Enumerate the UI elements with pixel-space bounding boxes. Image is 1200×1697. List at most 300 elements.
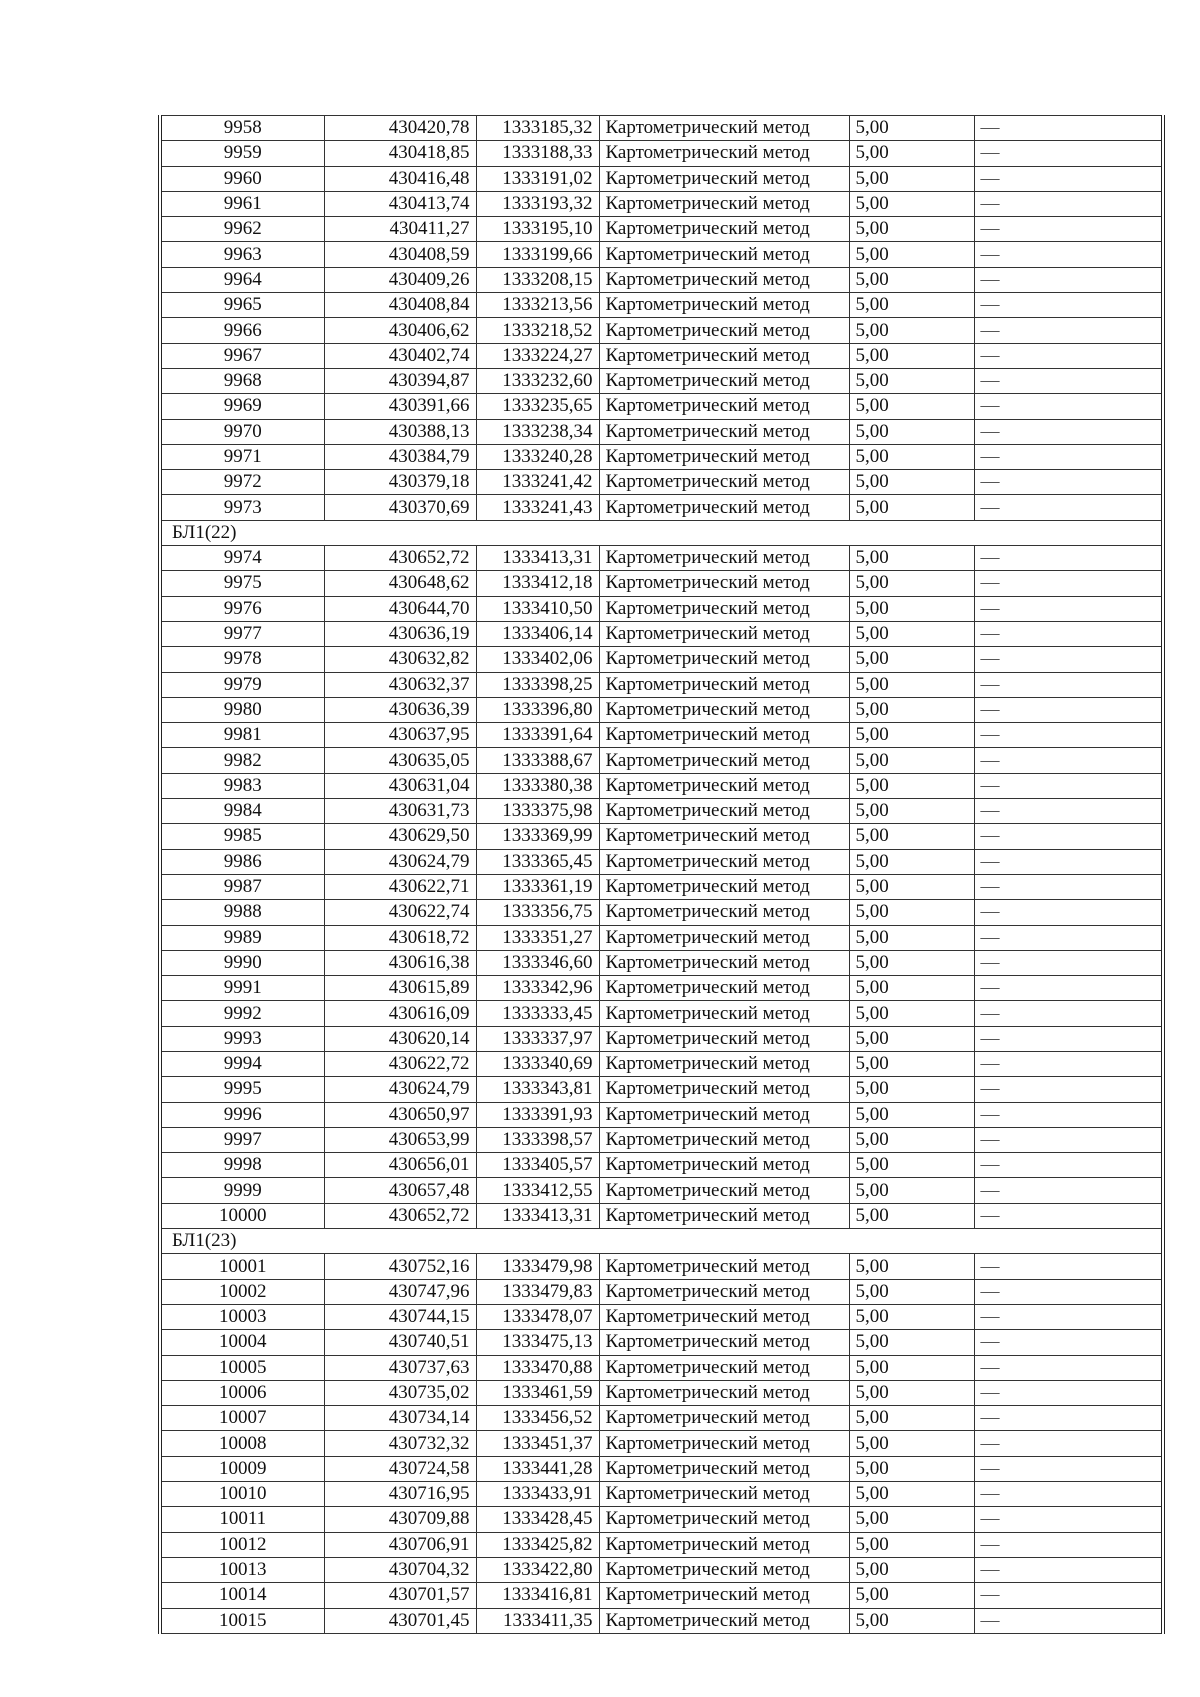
method-cell: Картометрический метод <box>599 976 849 1001</box>
accuracy-cell: 5,00 <box>849 900 974 925</box>
accuracy-cell: 5,00 <box>849 672 974 697</box>
note-cell: — <box>974 976 1163 1001</box>
point-number-cell: 9983 <box>160 773 324 798</box>
note-cell: — <box>974 672 1163 697</box>
point-number-cell: 9962 <box>160 217 324 242</box>
y-coordinate-cell: 1333451,37 <box>476 1431 599 1456</box>
point-number-cell: 9985 <box>160 824 324 849</box>
note-cell: — <box>974 1102 1163 1127</box>
accuracy-cell: 5,00 <box>849 976 974 1001</box>
accuracy-cell: 5,00 <box>849 1482 974 1507</box>
accuracy-cell: 5,00 <box>849 1026 974 1051</box>
table-row <box>160 166 1163 191</box>
y-coordinate-cell: 1333361,19 <box>476 874 599 899</box>
table-row <box>160 1507 1163 1532</box>
x-coordinate-cell: 430701,57 <box>324 1583 476 1608</box>
point-number-cell: 9980 <box>160 697 324 722</box>
method-cell: Картометрический метод <box>599 1102 849 1127</box>
point-number-cell: 10001 <box>160 1254 324 1279</box>
y-coordinate-cell: 1333470,88 <box>476 1355 599 1380</box>
x-coordinate-cell: 430709,88 <box>324 1507 476 1532</box>
table-row <box>160 925 1163 950</box>
point-number-cell: 9982 <box>160 748 324 773</box>
point-number-cell: 9981 <box>160 723 324 748</box>
table-row <box>160 571 1163 596</box>
accuracy-cell: 5,00 <box>849 1507 974 1532</box>
note-cell: — <box>974 1304 1163 1329</box>
y-coordinate-cell: 1333375,98 <box>476 799 599 824</box>
x-coordinate-cell: 430648,62 <box>324 571 476 596</box>
x-coordinate-cell: 430734,14 <box>324 1406 476 1431</box>
accuracy-cell: 5,00 <box>849 1456 974 1481</box>
y-coordinate-cell: 1333416,81 <box>476 1583 599 1608</box>
note-cell: — <box>974 1456 1163 1481</box>
y-coordinate-cell: 1333433,91 <box>476 1482 599 1507</box>
note-cell: — <box>974 874 1163 899</box>
point-number-cell: 9959 <box>160 141 324 166</box>
section-header-row <box>160 1229 1163 1254</box>
point-number-cell: 9990 <box>160 950 324 975</box>
y-coordinate-cell: 1333406,14 <box>476 621 599 646</box>
accuracy-cell: 5,00 <box>849 1102 974 1127</box>
accuracy-cell: 5,00 <box>849 267 974 292</box>
y-coordinate-cell: 1333213,56 <box>476 293 599 318</box>
accuracy-cell: 5,00 <box>849 697 974 722</box>
table-row <box>160 1203 1163 1228</box>
table-row <box>160 546 1163 571</box>
accuracy-cell: 5,00 <box>849 1127 974 1152</box>
y-coordinate-cell: 1333380,38 <box>476 773 599 798</box>
table-row <box>160 191 1163 216</box>
note-cell: — <box>974 1127 1163 1152</box>
note-cell: — <box>974 546 1163 571</box>
note-cell: — <box>974 1406 1163 1431</box>
x-coordinate-cell: 430622,74 <box>324 900 476 925</box>
method-cell: Картометрический метод <box>599 217 849 242</box>
y-coordinate-cell: 1333478,07 <box>476 1304 599 1329</box>
accuracy-cell: 5,00 <box>849 950 974 975</box>
point-number-cell: 9993 <box>160 1026 324 1051</box>
method-cell: Картометрический метод <box>599 748 849 773</box>
accuracy-cell: 5,00 <box>849 368 974 393</box>
method-cell: Картометрический метод <box>599 925 849 950</box>
note-cell: — <box>974 1507 1163 1532</box>
point-number-cell: 9994 <box>160 1051 324 1076</box>
point-number-cell: 9977 <box>160 621 324 646</box>
accuracy-cell: 5,00 <box>849 444 974 469</box>
y-coordinate-cell: 1333342,96 <box>476 976 599 1001</box>
method-cell: Картометрический метод <box>599 267 849 292</box>
table-row <box>160 368 1163 393</box>
method-cell: Картометрический метод <box>599 166 849 191</box>
accuracy-cell: 5,00 <box>849 773 974 798</box>
x-coordinate-cell: 430656,01 <box>324 1153 476 1178</box>
x-coordinate-cell: 430418,85 <box>324 141 476 166</box>
table-row <box>160 217 1163 242</box>
note-cell: — <box>974 621 1163 646</box>
note-cell: — <box>974 368 1163 393</box>
method-cell: Картометрический метод <box>599 723 849 748</box>
y-coordinate-cell: 1333188,33 <box>476 141 599 166</box>
x-coordinate-cell: 430615,89 <box>324 976 476 1001</box>
accuracy-cell: 5,00 <box>849 1203 974 1228</box>
point-number-cell: 9986 <box>160 849 324 874</box>
y-coordinate-cell: 1333240,28 <box>476 444 599 469</box>
x-coordinate-cell: 430752,16 <box>324 1254 476 1279</box>
y-coordinate-cell: 1333193,32 <box>476 191 599 216</box>
y-coordinate-cell: 1333369,99 <box>476 824 599 849</box>
point-number-cell: 9976 <box>160 596 324 621</box>
point-number-cell: 9984 <box>160 799 324 824</box>
method-cell: Картометрический метод <box>599 596 849 621</box>
method-cell: Картометрический метод <box>599 1557 849 1582</box>
point-number-cell: 9999 <box>160 1178 324 1203</box>
x-coordinate-cell: 430388,13 <box>324 419 476 444</box>
note-cell: — <box>974 470 1163 495</box>
point-number-cell: 9989 <box>160 925 324 950</box>
accuracy-cell: 5,00 <box>849 1051 974 1076</box>
method-cell: Картометрический метод <box>599 1178 849 1203</box>
note-cell: — <box>974 950 1163 975</box>
x-coordinate-cell: 430394,87 <box>324 368 476 393</box>
y-coordinate-cell: 1333241,42 <box>476 470 599 495</box>
x-coordinate-cell: 430408,84 <box>324 293 476 318</box>
y-coordinate-cell: 1333412,18 <box>476 571 599 596</box>
x-coordinate-cell: 430704,32 <box>324 1557 476 1582</box>
accuracy-cell: 5,00 <box>849 1304 974 1329</box>
y-coordinate-cell: 1333340,69 <box>476 1051 599 1076</box>
method-cell: Картометрический метод <box>599 116 849 141</box>
x-coordinate-cell: 430379,18 <box>324 470 476 495</box>
table-row <box>160 773 1163 798</box>
y-coordinate-cell: 1333405,57 <box>476 1153 599 1178</box>
point-number-cell: 9978 <box>160 647 324 672</box>
accuracy-cell: 5,00 <box>849 318 974 343</box>
y-coordinate-cell: 1333241,43 <box>476 495 599 520</box>
note-cell: — <box>974 1279 1163 1304</box>
method-cell: Картометрический метод <box>599 1051 849 1076</box>
y-coordinate-cell: 1333365,45 <box>476 849 599 874</box>
method-cell: Картометрический метод <box>599 900 849 925</box>
note-cell: — <box>974 267 1163 292</box>
note-cell: — <box>974 925 1163 950</box>
note-cell: — <box>974 799 1163 824</box>
table-row <box>160 1051 1163 1076</box>
method-cell: Картометрический метод <box>599 470 849 495</box>
method-cell: Картометрический метод <box>599 1001 849 1026</box>
accuracy-cell: 5,00 <box>849 925 974 950</box>
method-cell: Картометрический метод <box>599 546 849 571</box>
table-row <box>160 495 1163 520</box>
note-cell: — <box>974 116 1163 141</box>
point-number-cell: 9998 <box>160 1153 324 1178</box>
point-number-cell: 9963 <box>160 242 324 267</box>
note-cell: — <box>974 141 1163 166</box>
note-cell: — <box>974 1380 1163 1405</box>
method-cell: Картометрический метод <box>599 1431 849 1456</box>
table-row <box>160 748 1163 773</box>
x-coordinate-cell: 430616,09 <box>324 1001 476 1026</box>
section-title: БЛ1(22) <box>160 520 1163 545</box>
accuracy-cell: 5,00 <box>849 1001 974 1026</box>
x-coordinate-cell: 430620,14 <box>324 1026 476 1051</box>
y-coordinate-cell: 1333333,45 <box>476 1001 599 1026</box>
y-coordinate-cell: 1333402,06 <box>476 647 599 672</box>
note-cell: — <box>974 1482 1163 1507</box>
y-coordinate-cell: 1333391,64 <box>476 723 599 748</box>
x-coordinate-cell: 430740,51 <box>324 1330 476 1355</box>
y-coordinate-cell: 1333185,32 <box>476 116 599 141</box>
y-coordinate-cell: 1333195,10 <box>476 217 599 242</box>
accuracy-cell: 5,00 <box>849 343 974 368</box>
method-cell: Картометрический метод <box>599 1355 849 1380</box>
table-row <box>160 343 1163 368</box>
table-row <box>160 267 1163 292</box>
point-number-cell: 10014 <box>160 1583 324 1608</box>
accuracy-cell: 5,00 <box>849 596 974 621</box>
y-coordinate-cell: 1333388,67 <box>476 748 599 773</box>
y-coordinate-cell: 1333343,81 <box>476 1077 599 1102</box>
table-row <box>160 1355 1163 1380</box>
method-cell: Картометрический метод <box>599 1279 849 1304</box>
note-cell: — <box>974 495 1163 520</box>
table-row <box>160 1077 1163 1102</box>
x-coordinate-cell: 430391,66 <box>324 394 476 419</box>
point-number-cell: 10002 <box>160 1279 324 1304</box>
point-number-cell: 9973 <box>160 495 324 520</box>
table-row <box>160 1456 1163 1481</box>
note-cell: — <box>974 191 1163 216</box>
x-coordinate-cell: 430652,72 <box>324 1203 476 1228</box>
note-cell: — <box>974 217 1163 242</box>
x-coordinate-cell: 430411,27 <box>324 217 476 242</box>
method-cell: Картометрический метод <box>599 444 849 469</box>
accuracy-cell: 5,00 <box>849 1380 974 1405</box>
section-header-row <box>160 520 1163 545</box>
x-coordinate-cell: 430384,79 <box>324 444 476 469</box>
point-number-cell: 10004 <box>160 1330 324 1355</box>
x-coordinate-cell: 430632,82 <box>324 647 476 672</box>
x-coordinate-cell: 430416,48 <box>324 166 476 191</box>
table-row <box>160 824 1163 849</box>
y-coordinate-cell: 1333337,97 <box>476 1026 599 1051</box>
table-row <box>160 1102 1163 1127</box>
table-row <box>160 116 1163 141</box>
x-coordinate-cell: 430653,99 <box>324 1127 476 1152</box>
x-coordinate-cell: 430408,59 <box>324 242 476 267</box>
x-coordinate-cell: 430735,02 <box>324 1380 476 1405</box>
note-cell: — <box>974 773 1163 798</box>
accuracy-cell: 5,00 <box>849 621 974 646</box>
note-cell: — <box>974 571 1163 596</box>
method-cell: Картометрический метод <box>599 1532 849 1557</box>
accuracy-cell: 5,00 <box>849 1608 974 1633</box>
table-row <box>160 394 1163 419</box>
accuracy-cell: 5,00 <box>849 191 974 216</box>
x-coordinate-cell: 430747,96 <box>324 1279 476 1304</box>
point-number-cell: 10003 <box>160 1304 324 1329</box>
accuracy-cell: 5,00 <box>849 748 974 773</box>
note-cell: — <box>974 293 1163 318</box>
x-coordinate-cell: 430624,79 <box>324 849 476 874</box>
note-cell: — <box>974 1355 1163 1380</box>
y-coordinate-cell: 1333428,45 <box>476 1507 599 1532</box>
table-row <box>160 242 1163 267</box>
point-number-cell: 9969 <box>160 394 324 419</box>
y-coordinate-cell: 1333356,75 <box>476 900 599 925</box>
method-cell: Картометрический метод <box>599 242 849 267</box>
x-coordinate-cell: 430413,74 <box>324 191 476 216</box>
x-coordinate-cell: 430632,37 <box>324 672 476 697</box>
method-cell: Картометрический метод <box>599 1583 849 1608</box>
y-coordinate-cell: 1333396,80 <box>476 697 599 722</box>
accuracy-cell: 5,00 <box>849 1077 974 1102</box>
point-number-cell: 9972 <box>160 470 324 495</box>
point-number-cell: 9979 <box>160 672 324 697</box>
point-number-cell: 10007 <box>160 1406 324 1431</box>
accuracy-cell: 5,00 <box>849 470 974 495</box>
note-cell: — <box>974 1153 1163 1178</box>
x-coordinate-cell: 430636,19 <box>324 621 476 646</box>
accuracy-cell: 5,00 <box>849 1583 974 1608</box>
x-coordinate-cell: 430624,79 <box>324 1077 476 1102</box>
point-number-cell: 9968 <box>160 368 324 393</box>
note-cell: — <box>974 900 1163 925</box>
coordinates-table <box>158 115 1165 1634</box>
method-cell: Картометрический метод <box>599 394 849 419</box>
method-cell: Картометрический метод <box>599 141 849 166</box>
x-coordinate-cell: 430650,97 <box>324 1102 476 1127</box>
method-cell: Картометрический метод <box>599 647 849 672</box>
method-cell: Картометрический метод <box>599 1608 849 1633</box>
x-coordinate-cell: 430706,91 <box>324 1532 476 1557</box>
method-cell: Картометрический метод <box>599 1507 849 1532</box>
note-cell: — <box>974 849 1163 874</box>
accuracy-cell: 5,00 <box>849 1532 974 1557</box>
point-number-cell: 9970 <box>160 419 324 444</box>
point-number-cell: 10009 <box>160 1456 324 1481</box>
method-cell: Картометрический метод <box>599 773 849 798</box>
accuracy-cell: 5,00 <box>849 1431 974 1456</box>
y-coordinate-cell: 1333235,65 <box>476 394 599 419</box>
point-number-cell: 9992 <box>160 1001 324 1026</box>
method-cell: Картометрический метод <box>599 191 849 216</box>
x-coordinate-cell: 430637,95 <box>324 723 476 748</box>
point-number-cell: 10006 <box>160 1380 324 1405</box>
method-cell: Картометрический метод <box>599 571 849 596</box>
accuracy-cell: 5,00 <box>849 874 974 899</box>
y-coordinate-cell: 1333475,13 <box>476 1330 599 1355</box>
accuracy-cell: 5,00 <box>849 293 974 318</box>
table-row <box>160 1001 1163 1026</box>
table-row <box>160 1279 1163 1304</box>
note-cell: — <box>974 748 1163 773</box>
x-coordinate-cell: 430370,69 <box>324 495 476 520</box>
point-number-cell: 9974 <box>160 546 324 571</box>
y-coordinate-cell: 1333422,80 <box>476 1557 599 1582</box>
y-coordinate-cell: 1333479,83 <box>476 1279 599 1304</box>
x-coordinate-cell: 430622,71 <box>324 874 476 899</box>
y-coordinate-cell: 1333410,50 <box>476 596 599 621</box>
accuracy-cell: 5,00 <box>849 1279 974 1304</box>
table-row <box>160 444 1163 469</box>
accuracy-cell: 5,00 <box>849 571 974 596</box>
point-number-cell: 10013 <box>160 1557 324 1582</box>
point-number-cell: 9971 <box>160 444 324 469</box>
x-coordinate-cell: 430420,78 <box>324 116 476 141</box>
table-row <box>160 1532 1163 1557</box>
note-cell: — <box>974 1178 1163 1203</box>
section-title: БЛ1(23) <box>160 1229 1163 1254</box>
y-coordinate-cell: 1333346,60 <box>476 950 599 975</box>
point-number-cell: 9964 <box>160 267 324 292</box>
x-coordinate-cell: 430409,26 <box>324 267 476 292</box>
x-coordinate-cell: 430652,72 <box>324 546 476 571</box>
x-coordinate-cell: 430737,63 <box>324 1355 476 1380</box>
point-number-cell: 9966 <box>160 318 324 343</box>
x-coordinate-cell: 430631,04 <box>324 773 476 798</box>
method-cell: Картометрический метод <box>599 874 849 899</box>
note-cell: — <box>974 1557 1163 1582</box>
y-coordinate-cell: 1333425,82 <box>476 1532 599 1557</box>
x-coordinate-cell: 430616,38 <box>324 950 476 975</box>
point-number-cell: 9967 <box>160 343 324 368</box>
y-coordinate-cell: 1333238,34 <box>476 419 599 444</box>
accuracy-cell: 5,00 <box>849 242 974 267</box>
note-cell: — <box>974 824 1163 849</box>
table-row <box>160 293 1163 318</box>
method-cell: Картометрический метод <box>599 1026 849 1051</box>
accuracy-cell: 5,00 <box>849 647 974 672</box>
x-coordinate-cell: 430657,48 <box>324 1178 476 1203</box>
point-number-cell: 9995 <box>160 1077 324 1102</box>
table-row <box>160 318 1163 343</box>
table-row <box>160 1608 1163 1633</box>
note-cell: — <box>974 1254 1163 1279</box>
x-coordinate-cell: 430402,74 <box>324 343 476 368</box>
accuracy-cell: 5,00 <box>849 1355 974 1380</box>
method-cell: Картометрический метод <box>599 672 849 697</box>
y-coordinate-cell: 1333218,52 <box>476 318 599 343</box>
method-cell: Картометрический метод <box>599 849 849 874</box>
accuracy-cell: 5,00 <box>849 824 974 849</box>
table-row <box>160 1330 1163 1355</box>
method-cell: Картометрический метод <box>599 495 849 520</box>
accuracy-cell: 5,00 <box>849 1254 974 1279</box>
table-row <box>160 950 1163 975</box>
point-number-cell: 10010 <box>160 1482 324 1507</box>
point-number-cell: 9997 <box>160 1127 324 1152</box>
note-cell: — <box>974 596 1163 621</box>
point-number-cell: 9987 <box>160 874 324 899</box>
method-cell: Картометрический метод <box>599 824 849 849</box>
table-row <box>160 1431 1163 1456</box>
method-cell: Картометрический метод <box>599 1456 849 1481</box>
method-cell: Картометрический метод <box>599 1330 849 1355</box>
x-coordinate-cell: 430644,70 <box>324 596 476 621</box>
point-number-cell: 9961 <box>160 191 324 216</box>
x-coordinate-cell: 430618,72 <box>324 925 476 950</box>
y-coordinate-cell: 1333232,60 <box>476 368 599 393</box>
table-row <box>160 874 1163 899</box>
method-cell: Картометрический метод <box>599 419 849 444</box>
x-coordinate-cell: 430716,95 <box>324 1482 476 1507</box>
table-row <box>160 1127 1163 1152</box>
point-number-cell: 10015 <box>160 1608 324 1633</box>
note-cell: — <box>974 1001 1163 1026</box>
point-number-cell: 10012 <box>160 1532 324 1557</box>
method-cell: Картометрический метод <box>599 950 849 975</box>
